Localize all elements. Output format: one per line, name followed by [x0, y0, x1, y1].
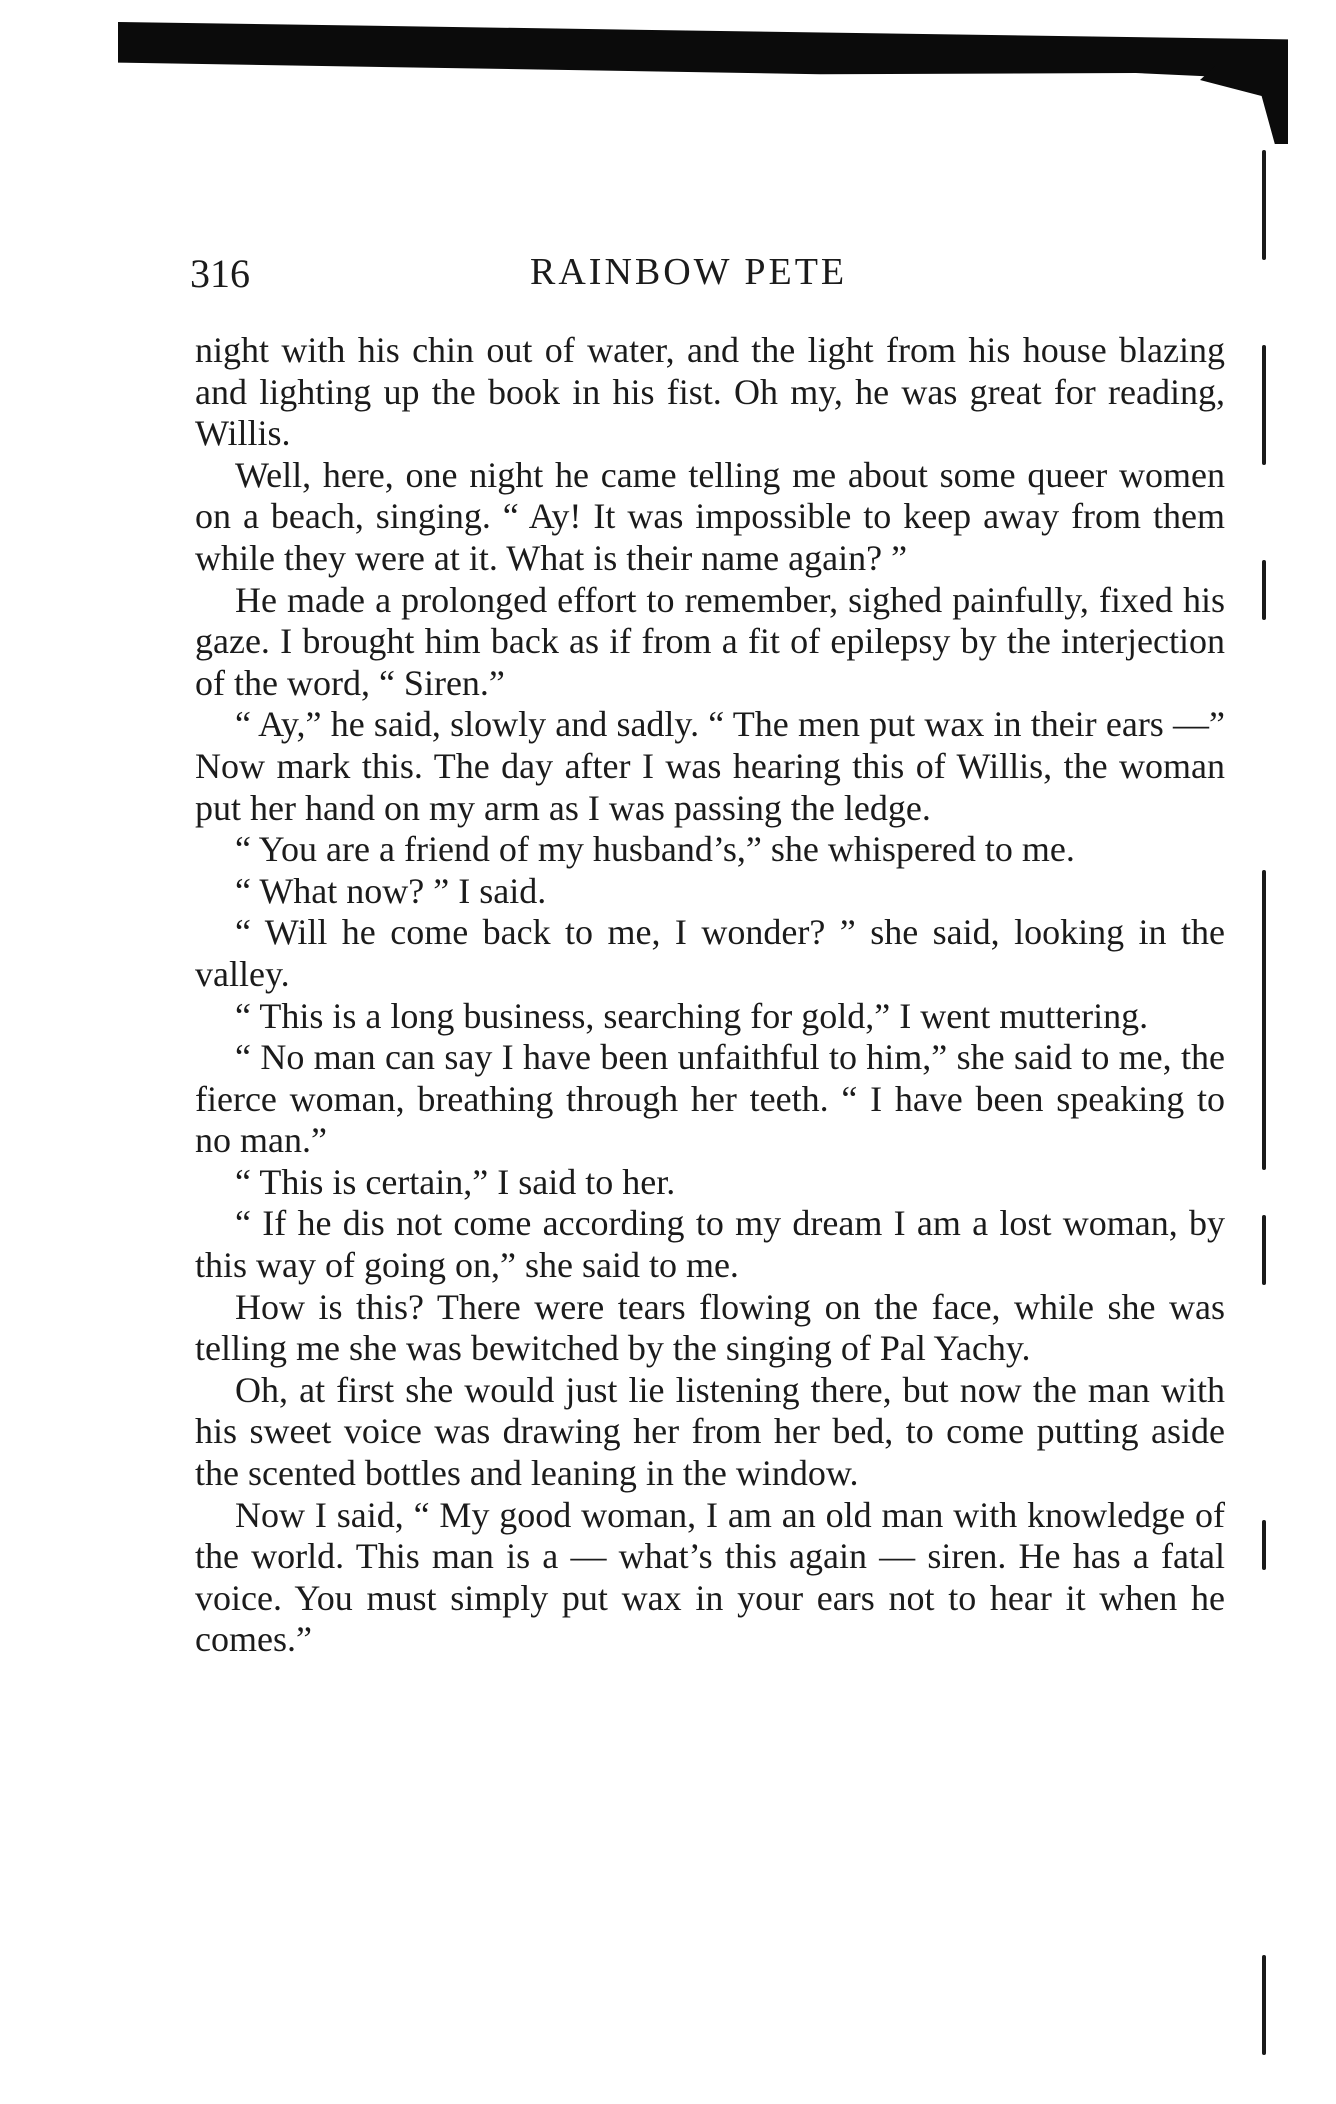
- paragraph: “ This is certain,” I said to her.: [235, 1161, 676, 1202]
- paragraph: “ If he dis not come according to my dream I am a lost woman, by this way of going on,” she said to me.: [195, 1203, 1225, 1286]
- paragraph: Oh, at first she would just lie listening there, but now the man with his sweet voice was drawing her from her bed, to come putting aside the scented bottles and leaning in the window.: [195, 1369, 1225, 1494]
- paragraph: “ You are a friend of my husband’s,” she whispered to me.: [235, 829, 1075, 870]
- paragraph: “ This is a long business, searching for gold,” I went muttering.: [235, 995, 1149, 1036]
- paragraph: night with his chin out of water, and the light from his house blazing and lighting up the book in his fist. Oh my, he was great for reading, Willis.: [195, 330, 1225, 454]
- paragraph: He made a prolonged effort to remember, sighed painfully, fixed his gaze. I brought him back as if from a fit of epilepsy by the interjection of the word, “ Siren.”: [195, 579, 1225, 703]
- paragraph: “ What now? ” I said.: [235, 870, 547, 911]
- scan-edge-mark: [1262, 870, 1266, 1170]
- scan-edge-mark: [1262, 560, 1266, 620]
- scan-edge-mark: [1262, 150, 1266, 260]
- scan-shadow-corner: [1200, 64, 1288, 144]
- running-title: RAINBOW PETE: [530, 251, 848, 293]
- scan-edge-mark: [1262, 345, 1266, 465]
- paragraph: Well, here, one night he came telling me about some queer women on a beach, singing. “ Ay! It was impossible to keep away from them while they were at it. What is their name again? ”: [195, 454, 1225, 578]
- scan-edge-mark: [1262, 1215, 1266, 1285]
- paragraph: “ No man can say I have been unfaithful to him,” she said to me, the fierce woman, breathing through her teeth. “ I have been speaking to no man.”: [195, 1037, 1225, 1161]
- page-number: 316: [190, 251, 250, 296]
- page-body: [195, 330, 1225, 1661]
- paragraph: How is this? There were tears flowing on the face, while she was telling me she was bewitched by the singing of Pal Yachy.: [195, 1286, 1225, 1369]
- paragraph: “ Ay,” he said, slowly and sadly. “ The men put wax in their ears —” Now mark this. The day after I was hearing this of Willis, the woman put her hand on my arm as I was passing the ledge.: [195, 704, 1225, 828]
- scan-shadow-top: [118, 22, 1288, 80]
- scan-edge-mark: [1262, 1520, 1266, 1570]
- page-header: [190, 250, 1230, 300]
- paragraph: Now I said, “ My good woman, I am an old man with knowledge of the world. This man is a — what’s this again — siren. He has a fatal voice. You must simply put wax in your ears not to hear it when he comes.”: [195, 1494, 1225, 1660]
- scan-edge-mark: [1262, 1955, 1266, 2055]
- paragraph: “ Will he come back to me, I wonder? ” she said, looking in the valley.: [195, 912, 1225, 994]
